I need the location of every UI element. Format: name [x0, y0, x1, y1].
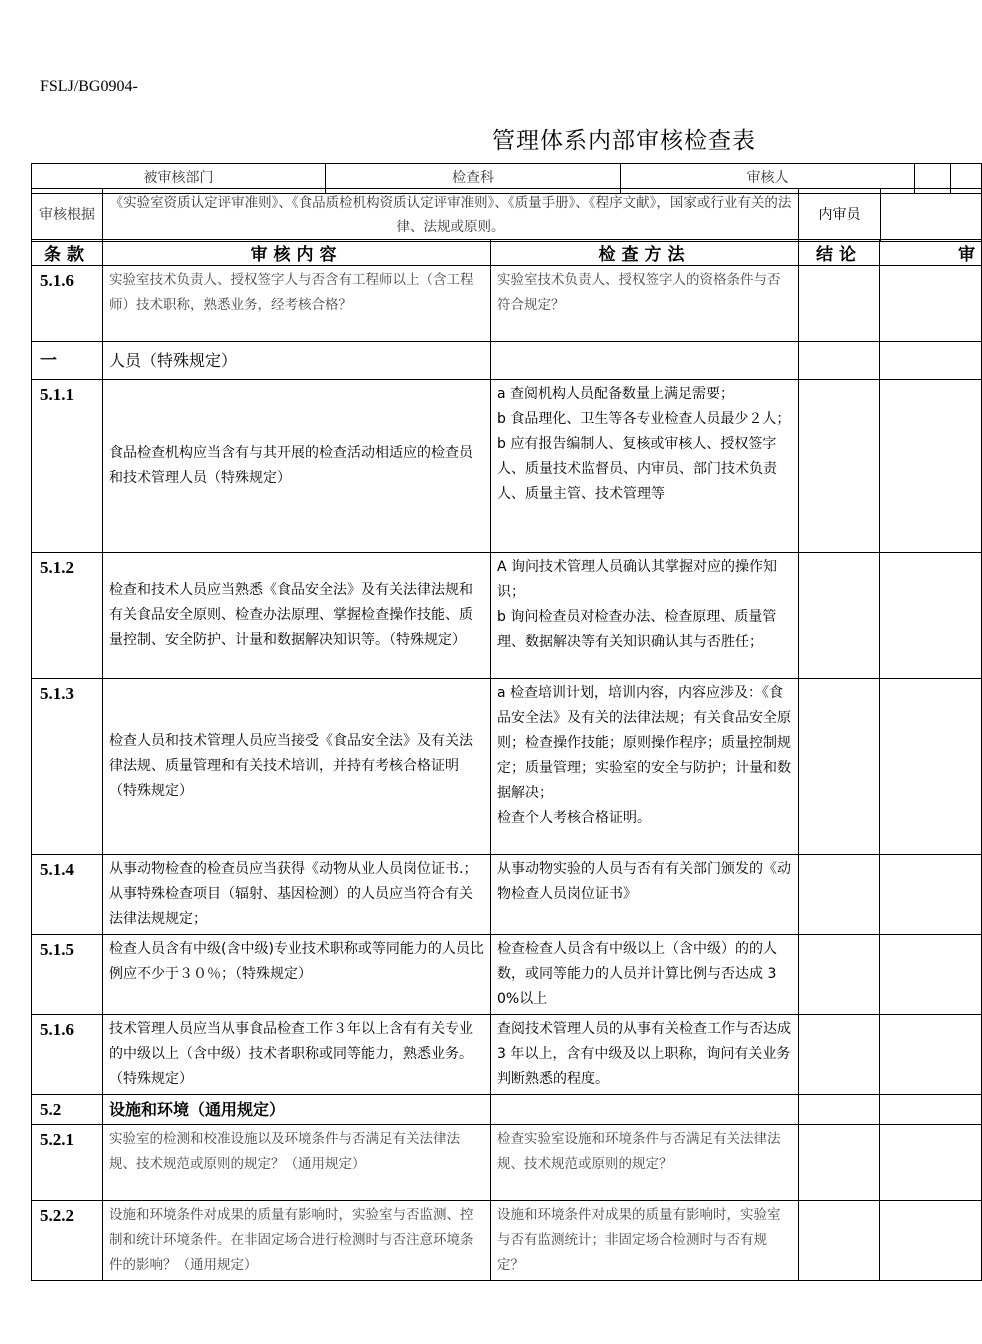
- table-row: [32, 855, 982, 935]
- page-title: 管理体系内部审核检查表: [492, 128, 756, 154]
- row-extra[interactable]: [880, 1201, 982, 1281]
- row-content: 设施和环境条件对成果的质量有影响时，实验室与否监测、控制和统计环境条件。在非固定场合进行检测时与否注意环境条件的影响？（通用规定）: [103, 1201, 491, 1281]
- row-content: 检查人员含有中级(含中级)专业技术职称或等同能力的人员比例应不少于３０％；（特殊规定）: [103, 935, 491, 1015]
- col-header-method: 检查方法: [491, 240, 799, 266]
- row-clause: 一: [32, 342, 103, 380]
- table-row: [32, 1015, 982, 1095]
- row-clause: 5.2.2: [32, 1201, 103, 1281]
- auditor-value[interactable]: [881, 189, 982, 242]
- row-method: A 询问技术管理人员确认其掌握对应的操作知识； b 询问检查员对检查办法、检查原理、质量管理、数据解决等有关知识确认其与否胜任；: [491, 553, 799, 679]
- row-method: 检查检查人员含有中级以上（含中级）的的人数，或同等能力的人员并计算比例与否达成 30%以上: [491, 935, 799, 1015]
- row-conclusion[interactable]: [799, 679, 880, 855]
- row-extra[interactable]: [880, 266, 982, 342]
- reviewer-label: 审核人: [621, 164, 915, 194]
- basis-text: 《实验室资质认定评审准则》、《食品质检机构资质认定评审准则》、《质量手册》、《程序文献》，国家或行业有关的法律、法规或原则。: [103, 189, 799, 242]
- row-method: 检查实验室设施和环境条件与否满足有关法律法规、技术规范或原则的规定？: [491, 1125, 799, 1201]
- row-extra[interactable]: [880, 1015, 982, 1095]
- table-row: [32, 553, 982, 679]
- table-row: [32, 266, 982, 342]
- row-conclusion[interactable]: [799, 266, 880, 342]
- dept-label: 被审核部门: [32, 164, 326, 194]
- row-clause: 5.2.1: [32, 1125, 103, 1201]
- row-method: 设施和环境条件对成果的质量有影响时，实验室与否有监测统计；非固定场合检测时与否有规定？: [491, 1201, 799, 1281]
- row-method: 查阅技术管理人员的从事有关检查工作与否达成 3 年以上，含有中级及以上职称，询问有关业务判断熟悉的程度。: [491, 1015, 799, 1095]
- row-conclusion[interactable]: [799, 1015, 880, 1095]
- row-content: 检查人员和技术管理人员应当接受《食品安全法》及有关法律法规、质量管理和有关技术培训，并持有考核合格证明（特殊规定）: [103, 679, 491, 855]
- col-header-extra: 审: [880, 240, 982, 266]
- row-clause: 5.1.6: [32, 266, 103, 342]
- row-extra[interactable]: [880, 1095, 982, 1125]
- table-row: [32, 1125, 982, 1201]
- row-clause: 5.1.2: [32, 553, 103, 679]
- table-row: [32, 679, 982, 855]
- row-method: 从事动物实验的人员与否有有关部门颁发的《动物检查人员岗位证书》: [491, 855, 799, 935]
- document-number: FSLJ/BG0904-: [40, 78, 138, 95]
- row-clause: 5.2: [32, 1095, 103, 1125]
- row-content: 技术管理人员应当从事食品检查工作３年以上含有有关专业的中级以上（含中级）技术者职称或同等能力，熟悉业务。（特殊规定）: [103, 1015, 491, 1095]
- row-content: 实验室的检测和校准设施以及环境条件与否满足有关法律法规、技术规范或原则的规定？（通用规定）: [103, 1125, 491, 1201]
- row-extra[interactable]: [880, 679, 982, 855]
- row-extra[interactable]: [880, 380, 982, 553]
- row-conclusion[interactable]: [799, 1095, 880, 1125]
- basis-label: 审核根据: [32, 189, 103, 242]
- row-method: a 查阅机构人员配备数量上满足需要； b 食品理化、卫生等各专业检查人员最少２人； b 应有报告编制人、复核或审核人、授权签字人、质量技术监督员、内审员、部门技术负责人、质量主管、技术管理等: [491, 380, 799, 553]
- row-method: 实验室技术负责人、授权签字人的资格条件与否符合规定？: [491, 266, 799, 342]
- row-extra[interactable]: [880, 553, 982, 679]
- checklist-table: [31, 239, 982, 1281]
- col-header-conclusion: 结论: [799, 240, 880, 266]
- row-content: 从事动物检查的检查员应当获得《动物从业人员岗位证书.；从事特殊检查项目（辐射、基因检测）的人员应当符合有关法律法规规定；: [103, 855, 491, 935]
- row-extra[interactable]: [880, 342, 982, 380]
- row-clause: 5.1.5: [32, 935, 103, 1015]
- col-header-content: 审核内容: [103, 240, 491, 266]
- row-content: 设施和环境（通用规定）: [103, 1095, 491, 1125]
- row-clause: 5.1.6: [32, 1015, 103, 1095]
- table-row: [32, 1201, 982, 1281]
- row-content: 检查和技术人员应当熟悉《食品安全法》及有关法律法规和有关食品安全原则、检查办法原理、掌握检查操作技能、质量控制、安全防护、计量和数据解决知识等。（特殊规定）: [103, 553, 491, 679]
- row-conclusion[interactable]: [799, 380, 880, 553]
- row-content: 实验室技术负责人、授权签字人与否含有工程师以上（含工程师）技术职称，熟悉业务，经考核合格？: [103, 266, 491, 342]
- row-extra[interactable]: [880, 935, 982, 1015]
- row-method: [491, 342, 799, 380]
- row-conclusion[interactable]: [799, 935, 880, 1015]
- row-conclusion[interactable]: [799, 855, 880, 935]
- dept-value[interactable]: 检查科: [326, 164, 621, 194]
- row-clause: 5.1.3: [32, 679, 103, 855]
- row-method: a 检查培训计划，培训内容，内容应涉及：《食品安全法》及有关的法律法规；有关食品安全原则；检查操作技能；原则操作程序；质量控制规定；质量管理；实验室的安全与防护；计量和数据解决； 检查个人考核合格证明。: [491, 679, 799, 855]
- row-clause: 5.1.4: [32, 855, 103, 935]
- row-content: 人员（特殊规定）: [103, 342, 491, 380]
- col-header-clause: 条款: [32, 240, 103, 266]
- row-conclusion[interactable]: [799, 553, 880, 679]
- table-row: [32, 380, 982, 553]
- row-content: 食品检查机构应当含有与其开展的检查活动相适应的检查员和技术管理人员（特殊规定）: [103, 380, 491, 553]
- table-row: [32, 935, 982, 1015]
- row-conclusion[interactable]: [799, 1201, 880, 1281]
- row-clause: 5.1.1: [32, 380, 103, 553]
- auditor-label: 内审员: [799, 189, 881, 242]
- row-method: [491, 1095, 799, 1125]
- row-conclusion[interactable]: [799, 342, 880, 380]
- row-extra[interactable]: [880, 1125, 982, 1201]
- basis-table: [31, 188, 982, 242]
- row-conclusion[interactable]: [799, 1125, 880, 1201]
- row-extra[interactable]: [880, 855, 982, 935]
- section-row: [32, 1095, 982, 1125]
- section-row: [32, 342, 982, 380]
